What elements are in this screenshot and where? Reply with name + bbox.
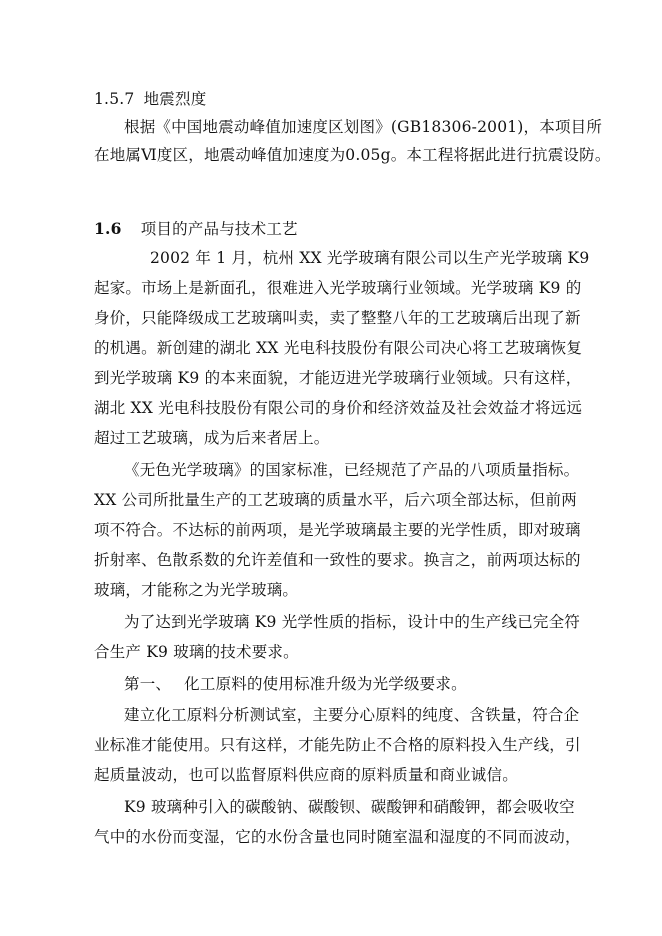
section-heading-1-6 — [94, 218, 298, 240]
paragraph-line: XX 公司所批量生产的工艺玻璃的质量水平，后六项全部达标，但前两 — [94, 491, 577, 509]
paragraph-line: 在地属Ⅵ度区，地震动峰值加速度为0.05g。本工程将据此进行抗震设防。 — [94, 146, 611, 164]
paragraph-line: 合生产 K9 玻璃的技术要求。 — [94, 643, 299, 661]
paragraph-line: 气中的水份而变湿，它的水份含量也同时随室温和湿度的不同而波动， — [94, 828, 581, 846]
paragraph-line: 折射率、色散系数的允许差值和一致性的要求。换言之，前两项达标的 — [94, 551, 581, 569]
paragraph-line: 建立化工原料分析测试室，主要分心原料的纯度、含铁量，符合企 — [124, 706, 580, 724]
paragraph-line: 身价，只能降级成工艺玻璃叫卖，卖了整整八年的工艺玻璃后出现了新 — [94, 309, 581, 327]
paragraph-line: 到光学玻璃 K9 的本来面貌，才能迈进光学玻璃行业领域。只有这样， — [94, 369, 582, 387]
paragraph-line: 第一、 化工原料的使用标准升级为光学级要求。 — [124, 675, 467, 693]
paragraph-line: 根据《中国地震动峰值加速度区划图》(GB18306-2001)，本项目所 — [124, 118, 603, 136]
section-title: 地震烈度 — [143, 90, 207, 108]
paragraph-line: 2002 年 1 月，杭州 XX 光学玻璃有限公司以生产光学玻璃 K9 — [150, 249, 590, 267]
section-number: 1.6 — [94, 219, 122, 238]
section-heading-1-5-7 — [94, 88, 206, 110]
section-number: 1.5.7 — [94, 90, 135, 108]
paragraph-line: 的机遇。新创建的湖北 XX 光电科技股份有限公司决心将工艺玻璃恢复 — [94, 339, 583, 357]
paragraph-line: 业标准才能使用。只有这样，才能先防止不合格的原料投入生产线，引 — [94, 736, 581, 754]
paragraph-line: 《无色光学玻璃》的国家标准，已经规范了产品的八项质量指标。 — [124, 461, 580, 479]
paragraph-line: 项不符合。不达标的前两项，是光学玻璃最主要的光学性质，即对玻璃 — [94, 521, 581, 539]
paragraph-line: 湖北 XX 光电科技股份有限公司的身价和经济效益及社会效益才将远远 — [94, 399, 583, 417]
paragraph-line: 玻璃，才能称之为光学玻璃。 — [94, 581, 299, 599]
paragraph-line: 起质量波动，也可以监督原料供应商的原料质量和商业诚信。 — [94, 766, 518, 784]
paragraph-line: 起家。市场上是新面孔，很难进入光学玻璃行业领域。光学玻璃 K9 的 — [94, 279, 582, 297]
section-title: 项目的产品与技术工艺 — [140, 220, 298, 238]
paragraph-line: K9 玻璃种引入的碳酸钠、碳酸钡、碳酸钾和硝酸钾，都会吸收空 — [124, 798, 575, 816]
paragraph-line: 为了达到光学玻璃 K9 光学性质的指标，设计中的生产线已完全符 — [124, 613, 580, 631]
paragraph-line: 超过工艺玻璃，成为后来者居上。 — [94, 429, 330, 447]
